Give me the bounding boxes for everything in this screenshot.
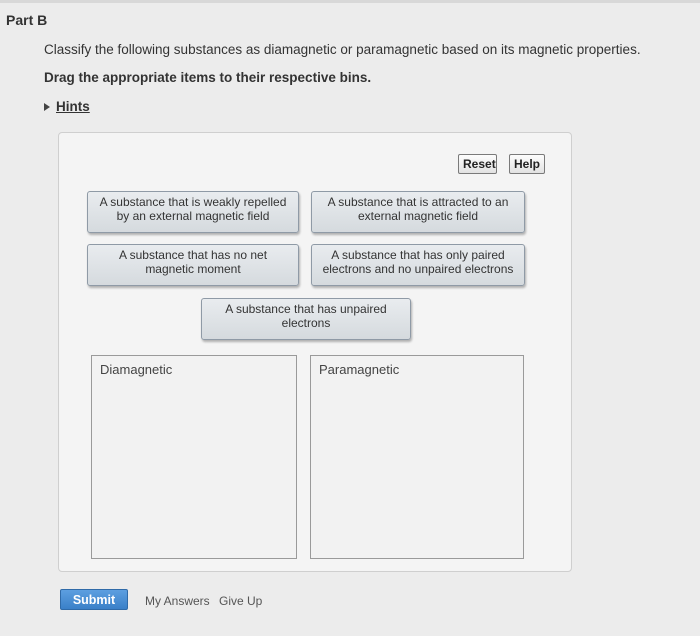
bin-diamagnetic[interactable] [91,355,297,559]
triangle-right-icon [44,103,50,111]
my-answers-link[interactable]: My Answers [145,594,210,608]
part-title: Part B [6,12,48,28]
give-up-link[interactable]: Give Up [219,594,263,608]
reset-button[interactable]: Reset [458,154,497,174]
hints-label: Hints [56,99,90,114]
bin-paramagnetic[interactable] [310,355,524,559]
drag-item-only-paired[interactable]: A substance that has only paired electrons and no unpaired electrons [311,244,525,286]
top-divider [0,0,700,3]
bin-paramagnetic-label: Paramagnetic [319,362,400,377]
help-button[interactable]: Help [509,154,545,174]
drag-item-attracted[interactable]: A substance that is attracted to an external magnetic field [311,191,525,233]
drag-item-weakly-repelled[interactable]: A substance that is weakly repelled by an external magnetic field [87,191,299,233]
submit-button[interactable]: Submit [60,589,128,610]
drag-drop-panel [58,132,572,572]
drag-instructions: Drag the appropriate items to their respective bins. [44,70,372,85]
classify-instructions: Classify the following substances as diamagnetic or paramagnetic based on its magnetic properties. [44,42,641,57]
drag-item-no-net-moment[interactable]: A substance that has no net magnetic moment [87,244,299,286]
bin-diamagnetic-label: Diamagnetic [100,362,173,377]
drag-item-unpaired[interactable]: A substance that has unpaired electrons [201,298,411,340]
hints-toggle[interactable] [44,99,90,114]
